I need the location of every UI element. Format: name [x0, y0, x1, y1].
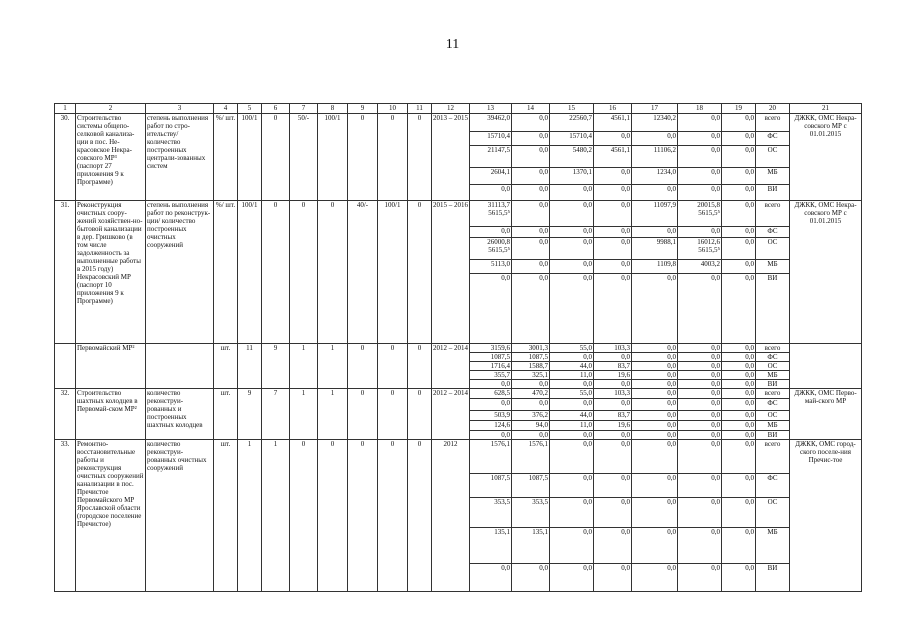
amount-cell: 135,1 — [470, 528, 512, 564]
column-number-cell: 14 — [512, 104, 550, 114]
amount-cell: 22560,7 — [550, 114, 594, 132]
amount-cell: 0,0 — [722, 146, 756, 168]
amount-cell: 103,3 — [594, 389, 632, 399]
value-cell: 9 — [238, 389, 262, 440]
amount-cell: 124,6 — [470, 421, 512, 431]
amount-cell: 0,0 — [512, 132, 550, 146]
value-cell: 0 — [348, 389, 378, 440]
value-cell: 100/1 — [318, 114, 348, 201]
amount-cell: 44,0 — [550, 411, 594, 421]
amount-cell: 0,0 — [678, 498, 722, 528]
funding-source: всего — [756, 440, 790, 474]
amount-cell: 0,0 — [594, 431, 632, 440]
amount-cell: 0,0 — [632, 431, 678, 440]
value-cell: 9 — [262, 344, 290, 389]
column-number-cell: 8 — [318, 104, 348, 114]
amount-cell: 355,7 — [470, 371, 512, 380]
amount-cell: 15710,4 — [470, 132, 512, 146]
amount-cell: 0,0 — [512, 399, 550, 411]
amount-cell: 83,7 — [594, 362, 632, 371]
value-cell: 0 — [408, 114, 432, 201]
executor-cell: ДЖКК, ОМС город-ского поселе-ния Пречис-тое — [790, 440, 862, 592]
amount-cell: 0,0 — [722, 399, 756, 411]
value-cell: 0 — [378, 389, 408, 440]
amount-cell: 0,0 — [722, 564, 756, 592]
column-number-cell: 4 — [214, 104, 238, 114]
amount-cell: 1087,5 — [512, 474, 550, 498]
funding-source: ВИ — [756, 185, 790, 201]
amount-cell: 0,0 — [512, 260, 550, 274]
amount-cell: 0,0 — [594, 260, 632, 274]
amount-cell: 0,0 — [594, 564, 632, 592]
amount-cell: 4003,2 — [678, 260, 722, 274]
amount-cell: 0,0 — [632, 132, 678, 146]
amount-cell: 94,0 — [512, 421, 550, 431]
unit-cell: %/ шт. — [214, 201, 238, 344]
amount-cell: 2604,1 — [470, 168, 512, 185]
funding-source: ФС — [756, 132, 790, 146]
funding-source: МБ — [756, 528, 790, 564]
row-number — [55, 344, 76, 389]
amount-cell: 0,0 — [632, 528, 678, 564]
column-number-cell: 10 — [378, 104, 408, 114]
period-cell: 2012 – 2014 — [432, 389, 470, 440]
amount-cell: 628,5 — [470, 389, 512, 399]
amount-cell: 11106,2 — [632, 146, 678, 168]
amount-cell: 0,0 — [594, 132, 632, 146]
amount-cell: 0,0 — [550, 185, 594, 201]
value-cell: 50/- — [290, 114, 318, 201]
amount-cell: 0,0 — [678, 474, 722, 498]
amount-cell: 19,6 — [594, 421, 632, 431]
column-number-cell: 18 — [678, 104, 722, 114]
amount-cell: 353,5 — [470, 498, 512, 528]
amount-cell: 0,0 — [722, 371, 756, 380]
amount-cell: 11097,9 — [632, 201, 678, 227]
funding-source: МБ — [756, 421, 790, 431]
amount-cell: 0,0 — [550, 399, 594, 411]
amount-cell: 16012,6 5615,5⁵ — [678, 238, 722, 260]
funding-source: МБ — [756, 260, 790, 274]
amount-cell: 0,0 — [470, 227, 512, 238]
amount-cell: 15710,4 — [550, 132, 594, 146]
column-number-cell: 15 — [550, 104, 594, 114]
period-cell: 2012 — [432, 440, 470, 592]
column-number-cell: 9 — [348, 104, 378, 114]
amount-cell: 0,0 — [550, 201, 594, 227]
amount-cell: 20015,8 5615,5⁵ — [678, 201, 722, 227]
amount-cell: 0,0 — [594, 399, 632, 411]
amount-cell: 0,0 — [550, 260, 594, 274]
amount-cell: 0,0 — [512, 564, 550, 592]
value-cell: 0 — [262, 201, 290, 344]
object-name: Ремонтно-восстановительные работы и реконструкция очистных сооружений канализации в пос. Пречистое Первомайского МР Ярославской области (городское поселение Пречистое) — [76, 440, 146, 592]
funding-source: ФС — [756, 353, 790, 362]
amount-cell: 0,0 — [678, 389, 722, 399]
value-cell: 0 — [378, 344, 408, 389]
amount-cell: 0,0 — [678, 371, 722, 380]
amount-cell: 55,0 — [550, 389, 594, 399]
amount-cell: 19,6 — [594, 371, 632, 380]
amount-cell: 0,0 — [722, 380, 756, 389]
unit-cell: шт. — [214, 344, 238, 389]
amount-cell: 0,0 — [594, 274, 632, 344]
amount-cell: 376,2 — [512, 411, 550, 421]
amount-cell: 1716,4 — [470, 362, 512, 371]
amount-cell: 0,0 — [632, 440, 678, 474]
unit-cell: шт. — [214, 389, 238, 440]
amount-cell: 0,0 — [594, 168, 632, 185]
value-cell: 0 — [408, 344, 432, 389]
period-cell: 2013 – 2015 — [432, 114, 470, 201]
amount-cell: 9988,1 — [632, 238, 678, 260]
amount-cell: 0,0 — [594, 380, 632, 389]
amount-cell: 0,0 — [550, 431, 594, 440]
value-cell: 100/1 — [378, 201, 408, 344]
amount-cell: 12340,2 — [632, 114, 678, 132]
amount-cell: 0,0 — [512, 168, 550, 185]
amount-cell: 353,5 — [512, 498, 550, 528]
amount-cell: 103,3 — [594, 344, 632, 353]
amount-cell: 0,0 — [722, 260, 756, 274]
amount-cell: 0,0 — [632, 399, 678, 411]
object-name: Первомайский МР² — [76, 344, 146, 389]
column-number-cell: 20 — [756, 104, 790, 114]
amount-cell: 0,0 — [512, 227, 550, 238]
amount-cell: 0,0 — [678, 274, 722, 344]
value-cell: 0 — [408, 440, 432, 592]
amount-cell: 5480,2 — [550, 146, 594, 168]
amount-cell: 0,0 — [722, 411, 756, 421]
amount-cell: 0,0 — [550, 274, 594, 344]
executor-cell: ДЖКК, ОМС Некра-совского МР с 01.01.2015 — [790, 201, 862, 344]
amount-cell: 0,0 — [594, 474, 632, 498]
table-row — [55, 114, 862, 132]
amount-cell: 11,0 — [550, 421, 594, 431]
amount-cell: 0,0 — [594, 498, 632, 528]
amount-cell: 1087,5 — [470, 474, 512, 498]
amount-cell: 1588,7 — [512, 362, 550, 371]
value-cell: 0 — [348, 114, 378, 201]
amount-cell: 1109,8 — [632, 260, 678, 274]
amount-cell: 0,0 — [678, 114, 722, 132]
object-name: Реконструкция очистных соору-жений хозяйствен-но-бытовой канализации в дер. Гришково (в том числе задолженность за выполненные работы в 2015 году) Некрасовский МР (паспорт 10 приложения 9 к Программе) — [76, 201, 146, 344]
amount-cell: 0,0 — [550, 380, 594, 389]
column-number-cell: 17 — [632, 104, 678, 114]
amount-cell: 0,0 — [722, 201, 756, 227]
object-name: Строительство системы общепо-селковой канализа-ции в пос. Не-красовское Некра-совского МР³ (паспорт 27 приложения 9 к Программе) — [76, 114, 146, 201]
amount-cell: 0,0 — [678, 168, 722, 185]
amount-cell: 1576,1 — [470, 440, 512, 474]
amount-cell: 0,0 — [512, 380, 550, 389]
amount-cell: 0,0 — [632, 564, 678, 592]
amount-cell: 26000,8 5615,5⁵ — [470, 238, 512, 260]
value-cell: 0 — [378, 114, 408, 201]
amount-cell: 1234,0 — [632, 168, 678, 185]
funding-source: МБ — [756, 371, 790, 380]
amount-cell: 0,0 — [722, 362, 756, 371]
amount-cell: 0,0 — [594, 440, 632, 474]
amount-cell: 0,0 — [594, 353, 632, 362]
amount-cell: 0,0 — [678, 353, 722, 362]
amount-cell: 0,0 — [722, 440, 756, 474]
indicator-name — [146, 344, 214, 389]
funding-source: ОС — [756, 411, 790, 421]
value-cell: 0 — [290, 440, 318, 592]
indicator-name: степень выполнения работ по стро-ительству/ количество построенных централи-зованных систем — [146, 114, 214, 201]
value-cell: 1 — [238, 440, 262, 592]
column-number-cell: 6 — [262, 104, 290, 114]
amount-cell: 0,0 — [632, 389, 678, 399]
amount-cell: 0,0 — [678, 132, 722, 146]
amount-cell: 0,0 — [550, 440, 594, 474]
amount-cell: 0,0 — [678, 440, 722, 474]
page-number: 11 — [445, 37, 460, 52]
amount-cell: 0,0 — [722, 168, 756, 185]
unit-cell: %/ шт. — [214, 114, 238, 201]
amount-cell: 0,0 — [678, 564, 722, 592]
amount-cell: 4561,1 — [594, 146, 632, 168]
row-number: 33. — [55, 440, 76, 592]
row-number: 32. — [55, 389, 76, 440]
amount-cell: 0,0 — [550, 564, 594, 592]
value-cell: 100/1 — [238, 201, 262, 344]
funding-source: ОС — [756, 362, 790, 371]
amount-cell: 0,0 — [722, 498, 756, 528]
table-row — [55, 389, 862, 399]
column-number-cell: 16 — [594, 104, 632, 114]
amount-cell: 0,0 — [722, 431, 756, 440]
value-cell: 7 — [262, 389, 290, 440]
amount-cell: 4561,1 — [594, 114, 632, 132]
unit-cell: шт. — [214, 440, 238, 592]
amount-cell: 0,0 — [512, 114, 550, 132]
amount-cell: 0,0 — [632, 227, 678, 238]
amount-cell: 0,0 — [470, 564, 512, 592]
amount-cell: 0,0 — [722, 274, 756, 344]
amount-cell: 83,7 — [594, 411, 632, 421]
amount-cell: 21147,5 — [470, 146, 512, 168]
amount-cell: 0,0 — [550, 353, 594, 362]
period-cell: 2015 – 2016 — [432, 201, 470, 344]
value-cell: 1 — [290, 344, 318, 389]
executor-cell — [790, 344, 862, 389]
amount-cell: 1576,1 — [512, 440, 550, 474]
funding-source: ВИ — [756, 274, 790, 344]
amount-cell: 0,0 — [722, 528, 756, 564]
amount-cell: 0,0 — [632, 344, 678, 353]
amount-cell: 0,0 — [632, 274, 678, 344]
amount-cell: 0,0 — [722, 114, 756, 132]
row-number: 30. — [55, 114, 76, 201]
value-cell: 0 — [348, 344, 378, 389]
amount-cell: 1370,1 — [550, 168, 594, 185]
indicator-name: количество реконструи-рованных очистных сооружений — [146, 440, 214, 592]
object-name: Строительство шахтных колодцев в Первомай-ском МР² — [76, 389, 146, 440]
amount-cell: 0,0 — [550, 238, 594, 260]
indicator-name: количество реконструи-рованных и построенных шахтных колодцев — [146, 389, 214, 440]
amount-cell: 0,0 — [678, 528, 722, 564]
table-row — [55, 201, 862, 227]
amount-cell: 135,1 — [512, 528, 550, 564]
amount-cell: 0,0 — [632, 498, 678, 528]
amount-cell: 0,0 — [594, 238, 632, 260]
value-cell: 0 — [348, 440, 378, 592]
value-cell: 40/- — [348, 201, 378, 344]
amount-cell: 0,0 — [512, 146, 550, 168]
value-cell: 0 — [262, 114, 290, 201]
value-cell: 1 — [262, 440, 290, 592]
amount-cell: 325,1 — [512, 371, 550, 380]
amount-cell: 0,0 — [722, 227, 756, 238]
amount-cell: 0,0 — [722, 238, 756, 260]
value-cell: 0 — [318, 440, 348, 592]
amount-cell: 0,0 — [594, 227, 632, 238]
funding-source: ОС — [756, 238, 790, 260]
value-cell: 0 — [290, 201, 318, 344]
amount-cell: 0,0 — [722, 185, 756, 201]
amount-cell: 0,0 — [470, 380, 512, 389]
amount-cell: 39462,0 — [470, 114, 512, 132]
amount-cell: 0,0 — [678, 411, 722, 421]
value-cell: 100/1 — [238, 114, 262, 201]
value-cell: 0 — [318, 201, 348, 344]
row-number: 31. — [55, 201, 76, 344]
amount-cell: 0,0 — [632, 371, 678, 380]
amount-cell: 0,0 — [470, 185, 512, 201]
amount-cell: 0,0 — [512, 185, 550, 201]
amount-cell: 0,0 — [632, 474, 678, 498]
value-cell: 11 — [238, 344, 262, 389]
amount-cell: 0,0 — [632, 353, 678, 362]
period-cell: 2012 – 2014 — [432, 344, 470, 389]
column-number-cell: 2 — [76, 104, 146, 114]
amount-cell: 0,0 — [470, 431, 512, 440]
value-cell: 0 — [408, 389, 432, 440]
table-row — [55, 344, 862, 353]
funding-source: всего — [756, 389, 790, 399]
amount-cell: 0,0 — [470, 274, 512, 344]
column-number-cell: 5 — [238, 104, 262, 114]
amount-cell: 55,0 — [550, 344, 594, 353]
amount-cell: 0,0 — [632, 380, 678, 389]
amount-cell: 0,0 — [632, 185, 678, 201]
funding-source: ФС — [756, 474, 790, 498]
amount-cell: 44,0 — [550, 362, 594, 371]
amount-cell: 0,0 — [594, 528, 632, 564]
column-number-cell: 11 — [408, 104, 432, 114]
amount-cell: 0,0 — [678, 362, 722, 371]
amount-cell: 11,0 — [550, 371, 594, 380]
value-cell: 0 — [378, 440, 408, 592]
amount-cell: 3001,3 — [512, 344, 550, 353]
amount-cell: 0,0 — [722, 344, 756, 353]
funding-source: ВИ — [756, 564, 790, 592]
amount-cell: 0,0 — [550, 227, 594, 238]
executor-cell: ДЖКК, ОМС Перво-май-ского МР — [790, 389, 862, 440]
column-number-cell: 3 — [146, 104, 214, 114]
amount-cell: 0,0 — [722, 421, 756, 431]
table-row — [55, 440, 862, 474]
funding-source: всего — [756, 201, 790, 227]
amount-cell: 0,0 — [722, 132, 756, 146]
value-cell: 0 — [408, 201, 432, 344]
amount-cell: 0,0 — [512, 238, 550, 260]
amount-cell: 0,0 — [678, 421, 722, 431]
amount-cell: 31113,7 5615,5⁵ — [470, 201, 512, 227]
amount-cell: 0,0 — [550, 498, 594, 528]
amount-cell: 0,0 — [550, 528, 594, 564]
column-number-cell: 1 — [55, 104, 76, 114]
amount-cell: 0,0 — [632, 411, 678, 421]
funding-source: ОС — [756, 146, 790, 168]
indicator-name: степень выполнения работ по реконструк-ции/ количество построенных очистных сооружений — [146, 201, 214, 344]
amount-cell: 3159,6 — [470, 344, 512, 353]
amount-cell: 0,0 — [678, 146, 722, 168]
amount-cell: 0,0 — [512, 274, 550, 344]
funding-source: ФС — [756, 227, 790, 238]
amount-cell: 470,2 — [512, 389, 550, 399]
amount-cell: 0,0 — [512, 201, 550, 227]
column-number-row — [55, 104, 862, 114]
amount-cell: 0,0 — [594, 185, 632, 201]
amount-cell: 0,0 — [722, 353, 756, 362]
amount-cell: 0,0 — [678, 227, 722, 238]
amount-cell: 0,0 — [722, 389, 756, 399]
column-number-cell: 12 — [432, 104, 470, 114]
funding-source: всего — [756, 344, 790, 353]
funding-source: ОС — [756, 498, 790, 528]
amount-cell: 5113,0 — [470, 260, 512, 274]
executor-cell: ДЖКК, ОМС Некра-совского МР с 01.01.2015 — [790, 114, 862, 201]
table-body — [55, 104, 862, 592]
value-cell: 1 — [290, 389, 318, 440]
amount-cell: 0,0 — [594, 201, 632, 227]
amount-cell: 0,0 — [678, 380, 722, 389]
program-table — [54, 103, 862, 592]
amount-cell: 0,0 — [470, 399, 512, 411]
funding-source: ФС — [756, 399, 790, 411]
amount-cell: 1087,5 — [470, 353, 512, 362]
amount-cell: 0,0 — [722, 474, 756, 498]
funding-source: ВИ — [756, 380, 790, 389]
value-cell: 1 — [318, 344, 348, 389]
amount-cell: 0,0 — [678, 431, 722, 440]
funding-source: всего — [756, 114, 790, 132]
amount-cell: 0,0 — [678, 344, 722, 353]
column-number-cell: 19 — [722, 104, 756, 114]
amount-cell: 1087,5 — [512, 353, 550, 362]
amount-cell: 0,0 — [632, 421, 678, 431]
amount-cell: 503,9 — [470, 411, 512, 421]
funding-source: МБ — [756, 168, 790, 185]
column-number-cell: 13 — [470, 104, 512, 114]
column-number-cell: 21 — [790, 104, 862, 114]
amount-cell: 0,0 — [678, 185, 722, 201]
amount-cell: 0,0 — [550, 474, 594, 498]
value-cell: 1 — [318, 389, 348, 440]
amount-cell: 0,0 — [632, 362, 678, 371]
amount-cell: 0,0 — [512, 431, 550, 440]
column-number-cell: 7 — [290, 104, 318, 114]
funding-source: ВИ — [756, 431, 790, 440]
amount-cell: 0,0 — [678, 399, 722, 411]
